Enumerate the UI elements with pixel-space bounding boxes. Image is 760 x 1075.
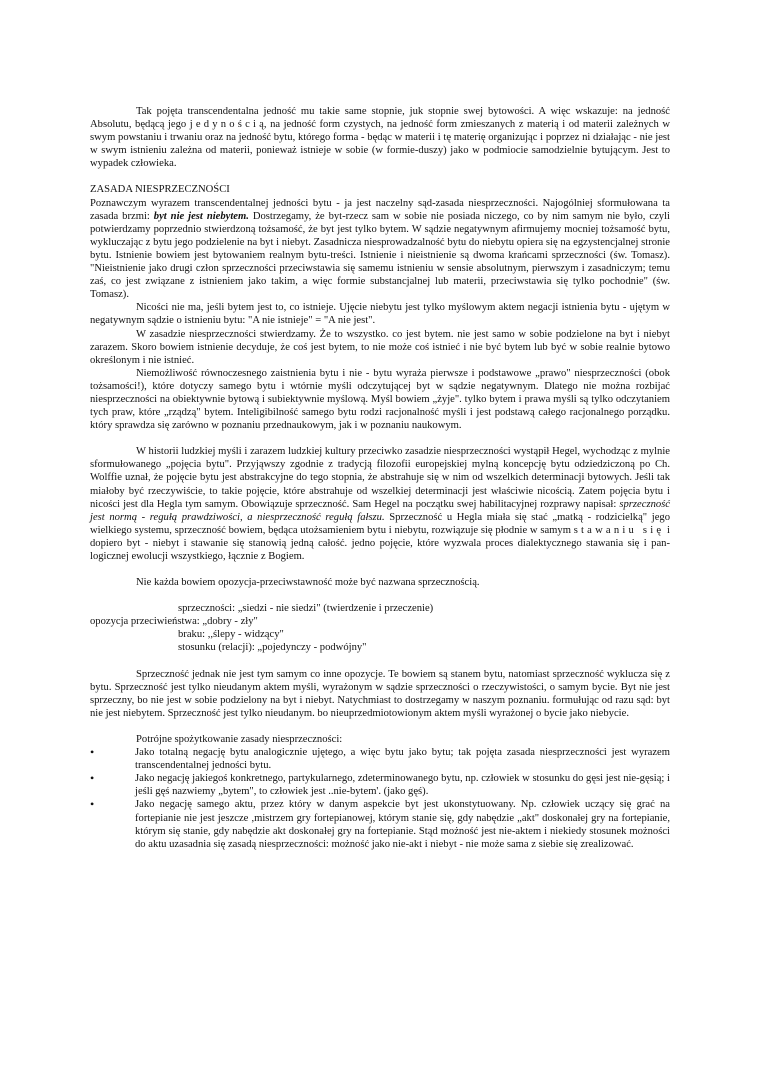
opposition-contrariety: opozycja przeciwieństwa: „dobry - zły" — [90, 616, 258, 628]
paragraph-contradiction: Sprzeczność jednak nie jest tym samym co inne opozycje. Te bowiem są stanem bytu, natomiast sprzeczność wyklucza się z bytu. Sprzeczność jest tylko nieudanym aktem myśli, wyrażonym w sądzie sprzeczności o rzeczywistości, o samym bycie. Byt nie jest sprzeczny, bo nie jest w sobie podzielony na byt i niebyt. Natychmiast to dostrzegamy w naszym poznaniu. formułując od razu sąd: byt nie jest niebytem. Sprzeczność jest tylko nieudanym. bo nieuprzedmiotowionym aktem myśli wyrażonej o bycie jako niebycie. — [90, 668, 670, 719]
p1-text-a: Tak pojęta transcendentalna jedność mu takie same stopnie, juk stopnie swej bytowości. A więc wskazuje: na jedność Absolutu, będącą jego — [90, 106, 670, 131]
paragraph-impossibility: Niemożliwość równoczesnego zaistnienia bytu i nie - bytu wyraża pierwsze i podstawowe „prawo" niesprzeczności (obok tożsamości!), które dotyczy samego bytu i wtórnie myśli odczytującej byt w sądzie negatywnym. Dlatego nie można rozbijać niesprzeczności na obiektywnie bytową i subiektywnie myślową. Myśl bowiem „żyje". tylko bytem i prawa myśli są tylko odczytaniem tych praw, które „rządzą" bytem. Inteligibilność samego bytu rodzi racjonalność myśli i jest podstawą całego racjonalnego porządku. który sprawdza się zarówno w poznaniu przednaukowym, jak i w poznaniu naukowym. — [90, 367, 670, 432]
p6-text-c: i dopiero byt - niebyt i stawanie się stanowią jedną całość. jedno pojęcie, które wyzwala proces dialektycznego stawania się i pan-logicznej ewolucji wszystkiego, łącznie z Bogiem. — [90, 524, 670, 562]
list-item: • Jako negację samego aktu, przez który w danym aspekcie byt jest ukonstytuowany. Np. człowiek uczący się grać na fortepianie nie jest jeszcze ,mistrzem gry fortepianowej, którym stanie się, gdy nabędzie „akt" doskonałej gry na fortepianie, którym się stanie, gdy nabędzie akt doskonałej gry na fortepianie. Stąd możność jest nie-aktem i niekiedy stosunek możności do aktu uzasadnia się zasadą niesprzeczności: możność jako nie-akt i niebyt - nie może sama z siebie się zrealizować. — [90, 798, 670, 850]
p2-text-b: Dostrzegamy, że byt-rzecz sam w sobie nie posiada niczego, co by nim samym nie było, czyli potwierdzamy poprzednio stwierdzoną tożsamość, że byt jest tylko bytem. W sądzie negatywnym afirmujemy mocniej tożsamość bytu, wykluczając z bytu jego podzielenie na byt i niebyt. Zasadnicza niesprowadzalność bytu do niebytu opiera się na egzystencjalnej stronie bytu. Istnienie bowiem jest bytowaniem realnym bytu-treści. Istnienie i nieistnienie są dwoma krańcami sprzeczności (św. Tomasz). "Nieistnienie jako drugi człon sprzeczności przeciwstawia się samemu istnieniu w sensie absolutnym, pierwszym i zasadniczym; temu zaś, co jest związane z istnieniem jako takim, a więc formie substancjalnej lub materii, przeciwstawia się tylko pochodnie" (św. Tomasz). — [90, 210, 670, 301]
opposition-relation: stosunku (relacji): „pojedynczy - podwójny" — [178, 642, 367, 654]
paragraph-opposition-intro: Nie każda bowiem opozycja-przeciwstawność może być nazwana sprzecznością. — [136, 577, 480, 589]
list-item: • Jako negację jakiegoś konkretnego, partykularnego, zdeterminowanego bytu, np. człowiek w stosunku do gęsi jest nie-gęsią; i jeśli gęś nazwiemy „bytem", to człowiek jest ..nie-bytem'. (jako gęś). — [90, 772, 670, 798]
paragraph-principle — [90, 197, 670, 302]
p2-text-a: Poznawczym wyrazem transcendentalnej jedności bytu - ja jest naczelny sąd-zasada niesprzeczności. Najogólniej sformułowana ta zasada brzmi: — [90, 197, 670, 222]
opposition-privation: braku: ,,ślepy - widzący" — [178, 629, 284, 641]
p6-italic-quote: sprzeczność jest normą - regułą prawdziwości, a niesprzeczność regułą fałszu. — [90, 498, 670, 523]
paragraph-nothingness: Nicości nie ma, jeśli bytem jest to, co istnieje. Ujęcie niebytu jest tylko myślowym aktem negacji istnienia bytu - ujętym w negatywnym sądzie o istnieniu bytu: "A nie istnieje" = "A nie jest". — [90, 302, 670, 327]
bullet-list — [90, 746, 670, 851]
p6-spaced-word: stawaniu się — [573, 524, 665, 536]
section-heading: ZASADA NIESPRZECZNOŚCI — [90, 184, 230, 196]
p1-spaced-word: jedyności — [189, 119, 260, 131]
p6-text-b: Sprzeczność u Hegla miała się stać „matką - rodzicielką" jego wielkiego systemu, sprzeczność bowiem, będąca utożsamieniem bytu i niebytu, rozwiązuje się płodnie w samym — [90, 511, 670, 536]
opposition-list — [90, 602, 670, 654]
paragraph-transcendental-unity — [90, 105, 670, 170]
list-item: • Jako totalną negację bytu analogicznie ujętego, a więc bytu jako bytu; tak pojęta zasada niesprzeczności jest wyrazem transcendentalnej jedności bytu. — [90, 746, 670, 772]
p2-bold-phrase: byt nie jest niebytem. — [153, 210, 249, 222]
paragraph-hegel — [90, 445, 670, 563]
opposition-contradiction: sprzeczności: „siedzi - nie siedzi" (twierdzenie i przeczenie) — [178, 603, 434, 615]
paragraph-statement: W zasadzie niesprzeczności stwierdzamy. Że to wszystko. co jest bytem. nie jest samo w sobie podzielone na byt i niebyt zarazem. Skoro bowiem istnienie decyduje, że coś jest bytem, to nie może coś istnieć i nie być bytem lub być w sobie realnie bytowo określonym i nie istnieć. — [90, 328, 670, 366]
p6-text-a: W historii ludzkiej myśli i zarazem ludzkiej kultury przeciwko zasadzie niesprzeczności wystąpił Hegel, wychodząc z mylnie sformułowanego „pojęcia bytu". Przyjąwszy zgodnie z tradycją filozofii europejskiej mylną koncepcję bytu odziedziczoną po Ch. Wolffie uznał, że pojęcie bytu jest abstrakcyjne do tego stopnia, że abstrahuje się w nim od wszelkich determinacji bytowych. Jeśli tak miałoby być rzeczywiście, to takie pojęcie, które abstrahuje od wszelkiej determinacji jest właściwie nicością. Zatem pojęcia bytu i nicości jest dla Hegla tym samym. Obowiązuje sprzeczność. Sam Hegel na początku swej habilitacyjnej rozprawy napisał: — [90, 446, 670, 510]
paragraph-threefold-use: Potrójne spożytkowanie zasady niesprzeczności: — [136, 733, 343, 745]
document-page — [90, 105, 670, 851]
p1-text-b: ą, na jedność form czystych, na jedność form zmieszanych z materią i od materii zależnych w swym powstaniu i trwaniu oraz na jedność bytu, którego forma - będąc w materii i tę materię organizując i poprzez ni działając - nie jest w swym istnieniu zależna od materii, ponieważ istnieje w sobie (w formie-duszy) jako w podmiocie samodzielnie bytującym. Jest to wypadek człowieka. — [90, 119, 670, 170]
